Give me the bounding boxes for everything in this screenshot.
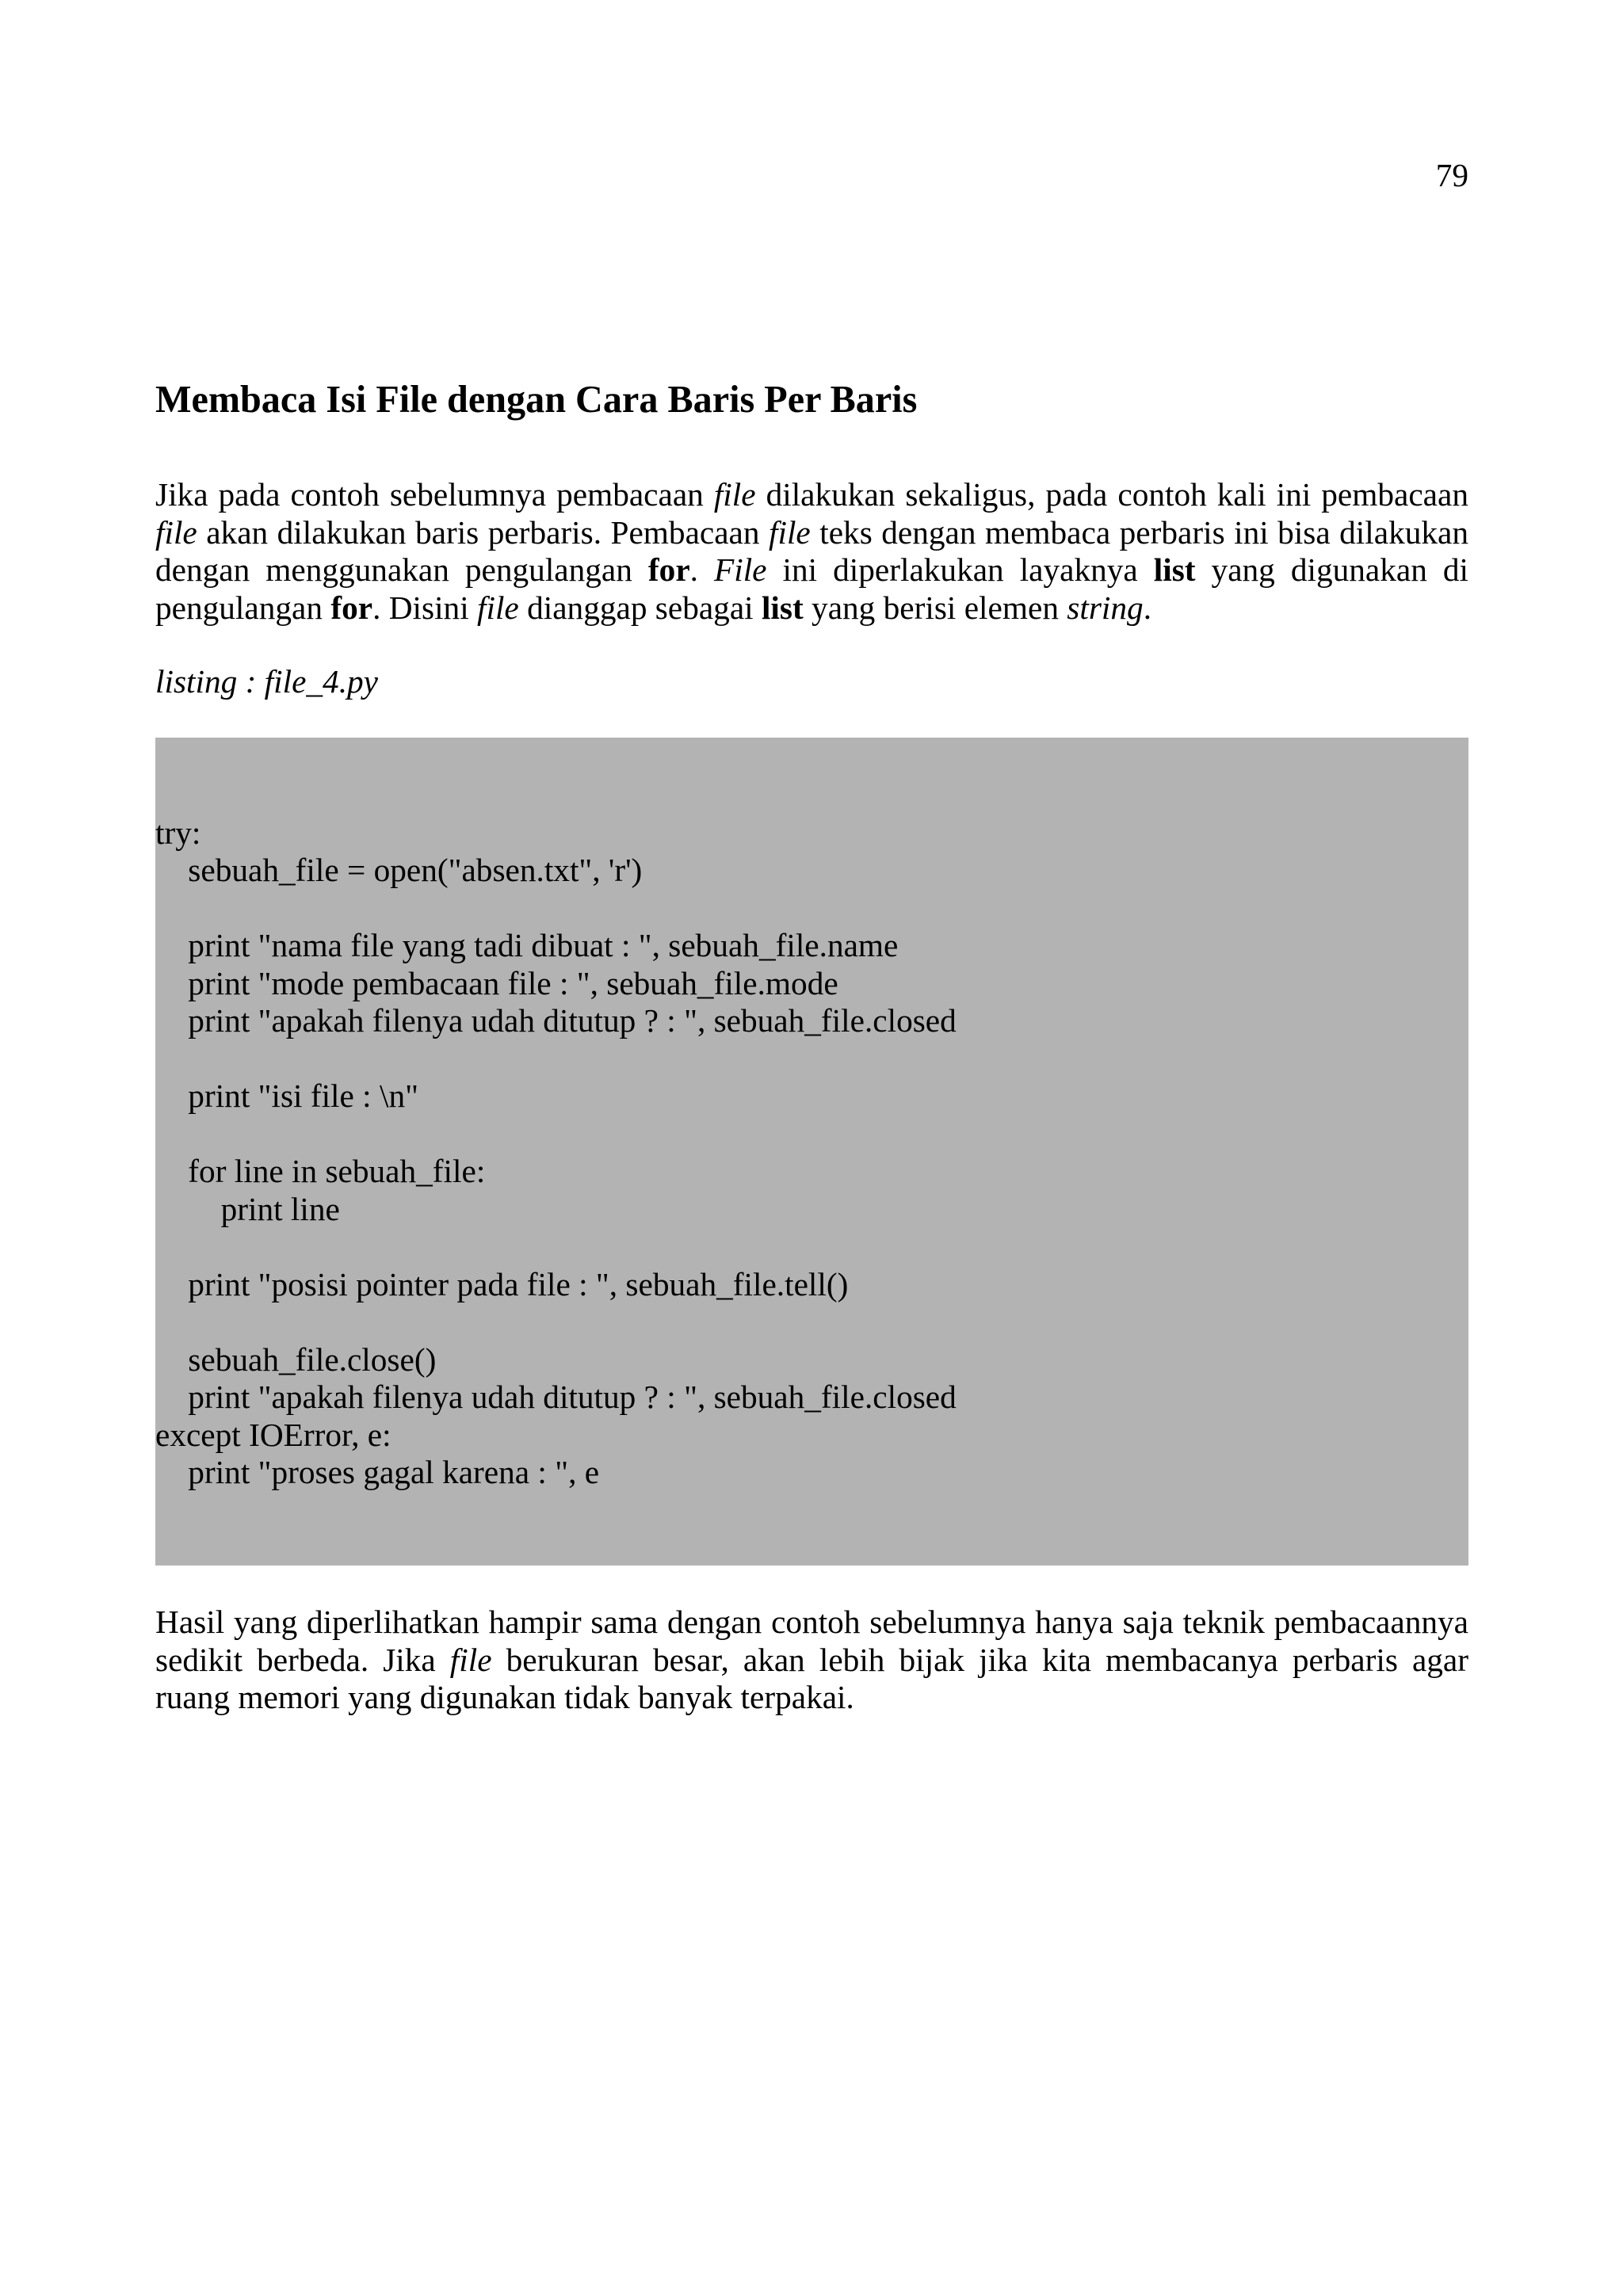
code-listing xyxy=(155,738,1468,1566)
code-line: print "isi file : \n" xyxy=(155,1077,418,1115)
outro-line xyxy=(155,1679,1468,1717)
keyword-for: for xyxy=(647,551,690,588)
keyword-list: list xyxy=(761,589,804,626)
text-run: teks dengan membaca perbaris ini bisa dilakukan xyxy=(810,513,1469,551)
outro-line xyxy=(155,1604,1468,1642)
code-line: try: xyxy=(155,814,201,851)
listing-caption: listing : file_4.py xyxy=(155,663,379,700)
text-run: berukuran besar, akan lebih bijak jika kita membacanya perbaris agar xyxy=(491,1641,1469,1678)
intro-line xyxy=(155,514,1468,552)
page-number: 79 xyxy=(1435,157,1468,193)
intro-line xyxy=(155,476,1468,514)
term-file: File xyxy=(714,551,767,588)
keyword-list: list xyxy=(1153,551,1196,588)
outro-line xyxy=(155,1642,1468,1680)
code-line: print "nama file yang tadi dibuat : ", sebuah_file.name xyxy=(155,927,899,964)
keyword-for: for xyxy=(330,589,373,626)
text-run: ruang memori yang digunakan tidak banyak terpakai. xyxy=(155,1679,854,1715)
intro-line xyxy=(155,589,1468,627)
code-line: print "apakah filenya udah ditutup ? : ", sebuah_file.closed xyxy=(155,1379,957,1416)
text-run: . Disini xyxy=(372,589,477,626)
code-line: sebuah_file = open("absen.txt", 'r') xyxy=(155,852,643,889)
code-line: print "posisi pointer pada file : ", sebuah_file.tell() xyxy=(155,1265,849,1302)
text-run: . xyxy=(689,551,714,588)
text-run: pengulangan xyxy=(155,589,331,626)
term-file: file xyxy=(477,589,519,626)
term-string: string xyxy=(1067,589,1144,626)
code-line xyxy=(155,890,1468,928)
code-line: print "apakah filenya udah ditutup ? : ", sebuah_file.closed xyxy=(155,1002,957,1039)
text-run: akan dilakukan baris perbaris. Pembacaan xyxy=(197,513,769,551)
code-line: print "mode pembacaan file : ", sebuah_file.mode xyxy=(155,964,838,1001)
text-run: yang berisi elemen xyxy=(803,589,1067,626)
section-heading: Membaca Isi File dengan Cara Baris Per Baris xyxy=(155,379,918,421)
code-line: print line xyxy=(155,1190,340,1227)
term-file: file xyxy=(155,513,197,551)
text-run: Hasil yang diperlihatkan hampir sama dengan contoh sebelumnya hanya saja teknik pembacaannya xyxy=(155,1604,1468,1640)
intro-paragraph xyxy=(155,476,1468,627)
text-run: . xyxy=(1143,589,1152,626)
term-file: file xyxy=(449,1641,492,1678)
code-line: for line in sebuah_file: xyxy=(155,1153,486,1190)
term-file: file xyxy=(769,513,811,551)
code-line: print "proses gagal karena : ", e xyxy=(155,1454,600,1491)
text-run: ini diperlakukan layaknya xyxy=(766,551,1154,588)
text-run: dengan menggunakan pengulangan xyxy=(155,551,648,588)
code-line: except IOError, e: xyxy=(155,1416,391,1453)
outro-paragraph xyxy=(155,1604,1468,1717)
text-run: sedikit berbeda. Jika xyxy=(155,1641,450,1678)
text-run: yang digunakan di xyxy=(1195,551,1468,588)
intro-line xyxy=(155,551,1468,589)
code-line xyxy=(155,1228,1468,1266)
text-run: dianggap sebagai xyxy=(518,589,762,626)
code-line xyxy=(155,1303,1468,1341)
term-file: file xyxy=(713,476,756,513)
text-run: dilakukan sekaligus, pada contoh kali ini pembacaan xyxy=(755,476,1468,513)
code-line xyxy=(155,1040,1468,1078)
code-line xyxy=(155,1116,1468,1154)
code-line: sebuah_file.close() xyxy=(155,1341,437,1378)
text-run: Jika pada contoh sebelumnya pembacaan xyxy=(155,476,714,513)
